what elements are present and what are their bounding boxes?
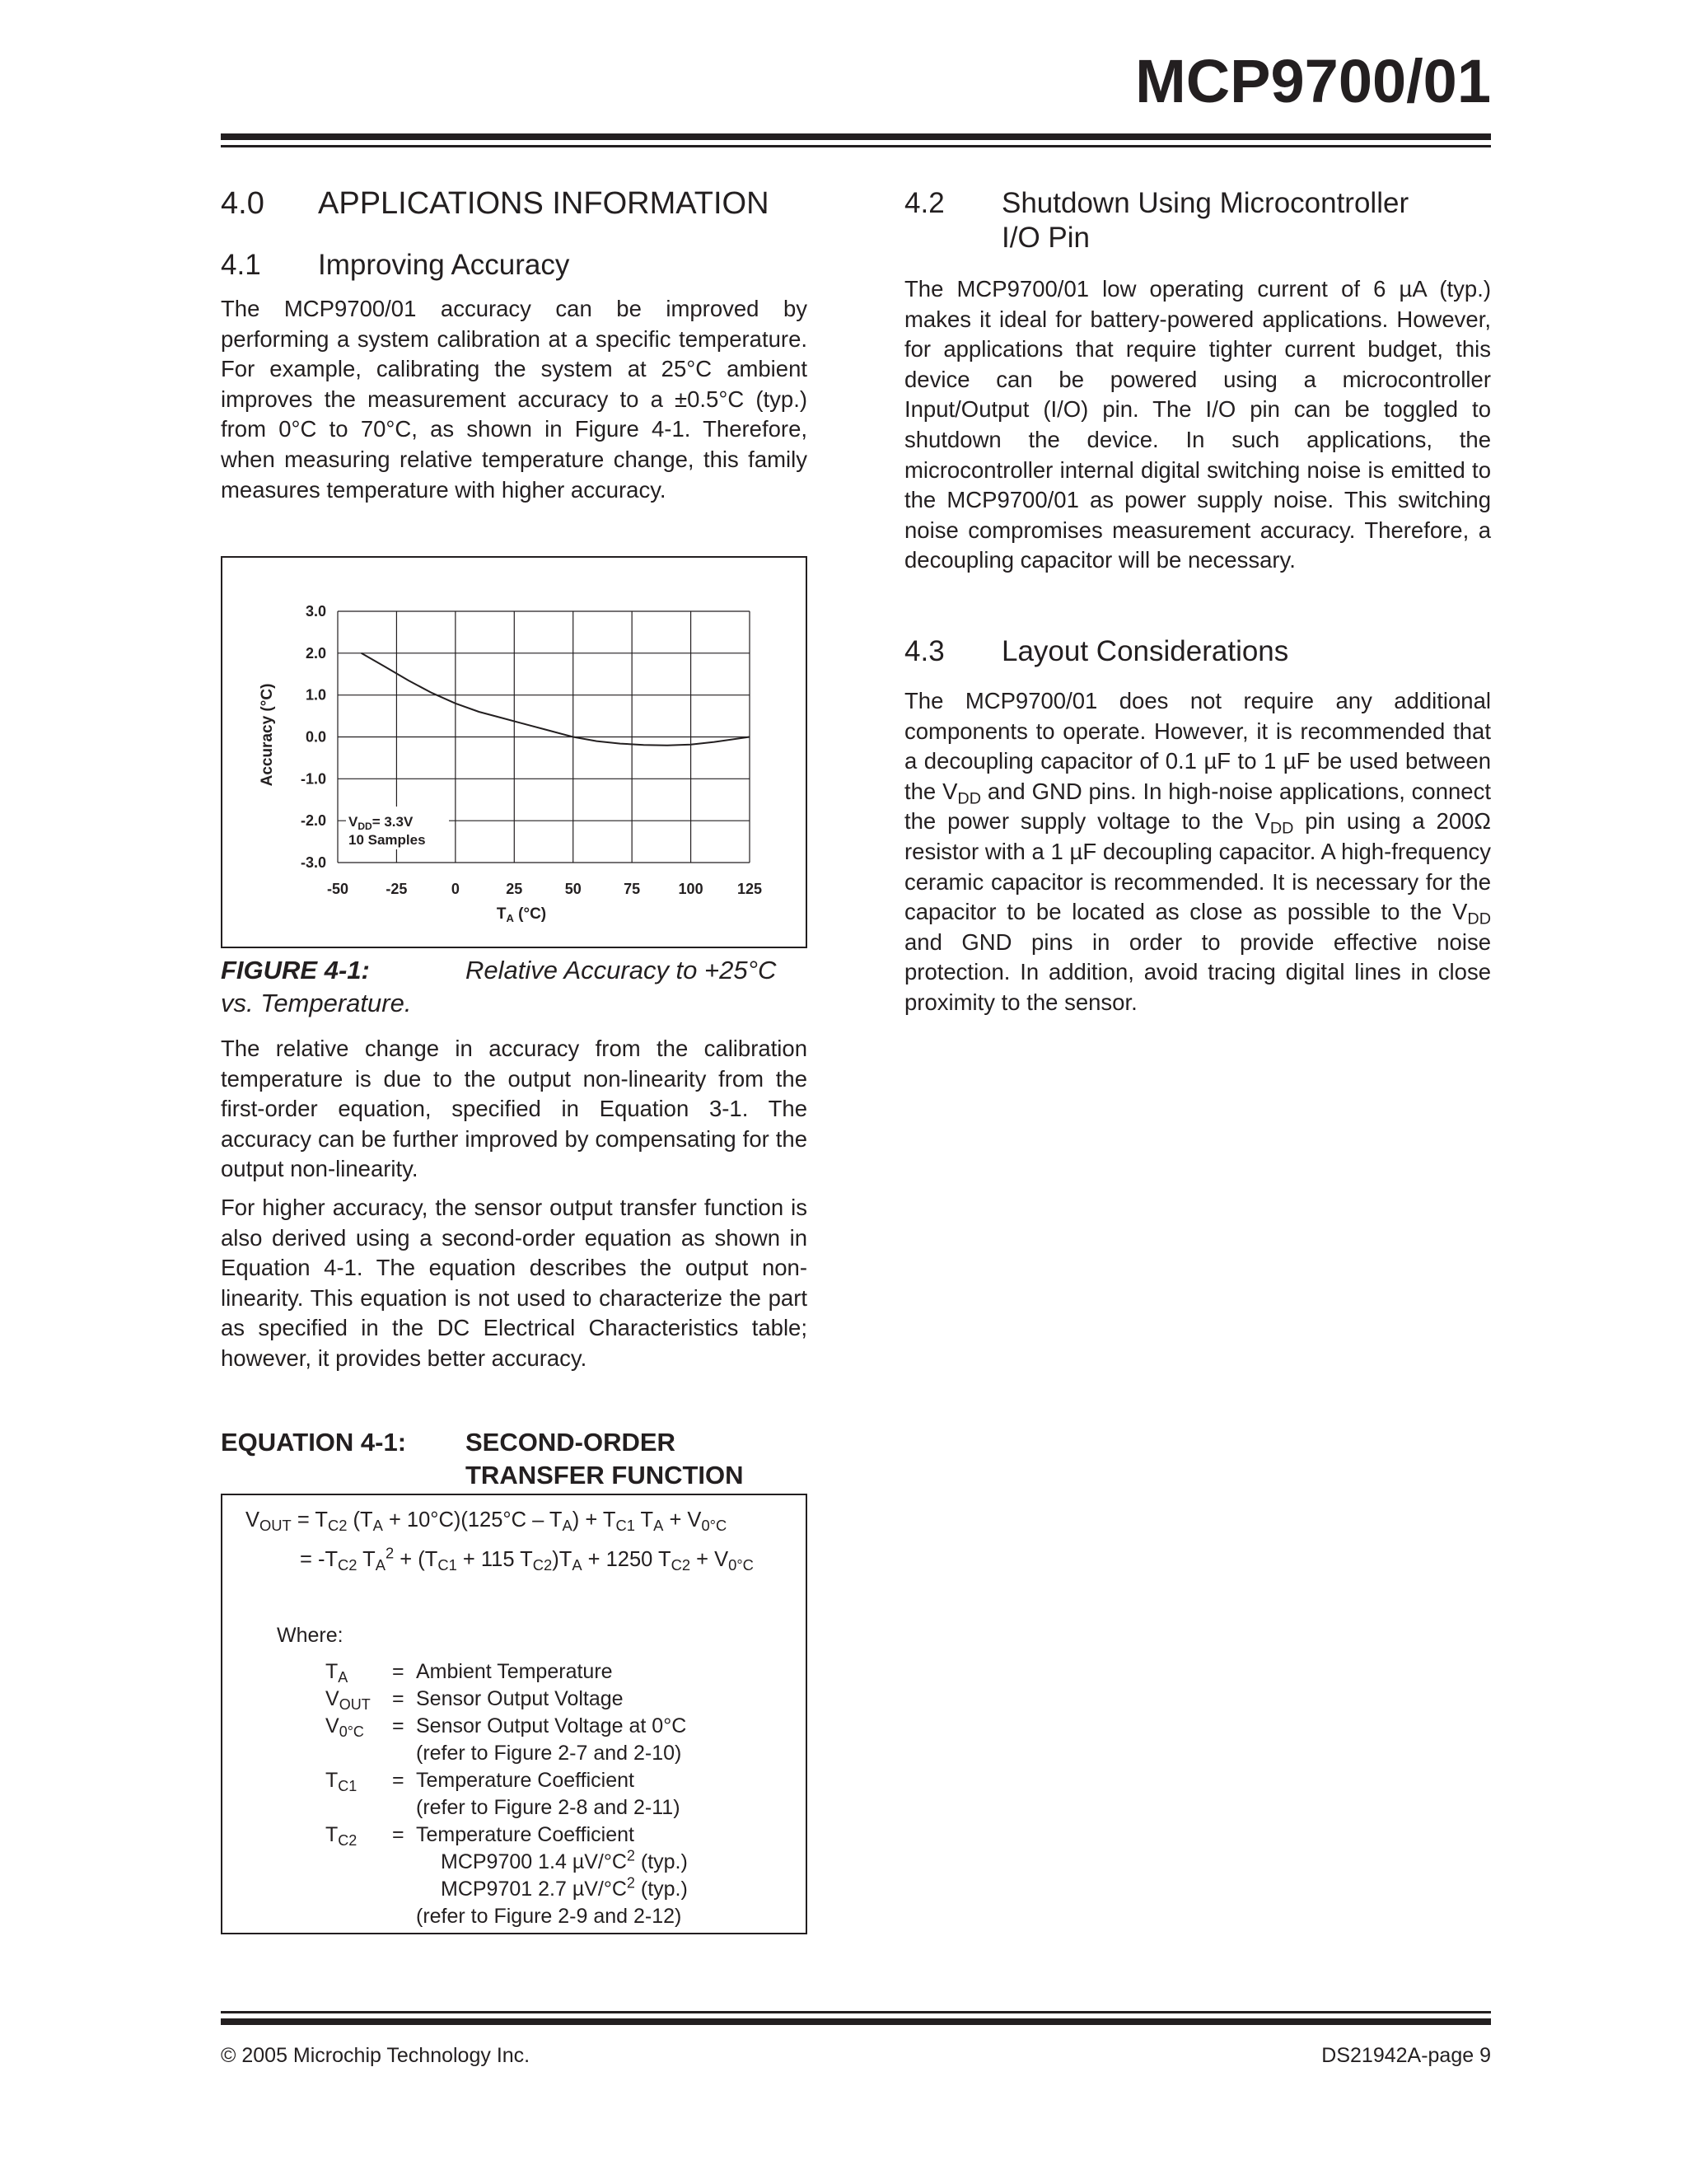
equation-4-1-caption [221, 1426, 807, 1492]
accuracy-chart [222, 558, 806, 947]
def-symbol-tc2: $T_{C2}$ [325, 1823, 357, 1850]
y-tick-label-1: 2.0 [305, 644, 326, 662]
chart-x-axis-label: $T_A$ (°C) [496, 905, 547, 924]
equation-title-line-2: TRANSFER FUNCTION [465, 1461, 744, 1490]
x-tick-label-3: 25 [506, 881, 523, 897]
chart-y-axis-label: Accuracy (°C) [259, 683, 276, 787]
equation-4-1-box [221, 1494, 807, 1934]
paragraph-4-1-nonlinearity: The relative change in accuracy from the calibration temperature is due to the output non-linearity from the first-order equation, specified in Equation 3-1. The accuracy can be further improved by compensating for the output non-linearity. [221, 1036, 807, 1182]
paragraph-4-1-second-order: For higher accuracy, the sensor output transfer function is also derived using a second-order equation as shown in Equation 4-1. The equation describes the output non-linearity. This equation is not used to characterize the part as specified in the DC Electrical Characteristics table; however, it provides better accuracy. [221, 1195, 807, 1371]
figure-label: FIGURE 4-1: [221, 956, 370, 984]
section-title: Improving Accuracy [318, 249, 570, 281]
equation-where-label: Where: [277, 1624, 343, 1647]
y-tick-label-6: -3.0 [300, 854, 326, 871]
chart-tick-labels [301, 603, 762, 897]
equation-line-2: = $-T_{C2}$ $T_A^2 + (T_{C1} + 115$ $T_{C2})T_A + 1250$ $T_{C2} + V_{0^\circ C}$ [300, 1544, 754, 1574]
section-title-line-2: I/O Pin [1002, 222, 1090, 254]
def-text-vout: Sensor Output Voltage [416, 1687, 624, 1710]
def-equals: = [392, 1823, 404, 1846]
footer-rule-thick [221, 2018, 1491, 2025]
equation-line-1: $V_{OUT} = T_{C2}$ $(T_A + 10^\circ C)(125^\circ C - T_A) + T_{C1}$ $T_A + V_{0^\circ C}$ [245, 1508, 727, 1535]
footer-page-number: DS21942A-page 9 [1321, 2044, 1491, 2067]
def-equals: = [392, 1714, 404, 1737]
def-equals: = [392, 1687, 404, 1710]
x-tick-label-5: 75 [624, 881, 641, 897]
def-equals: = [392, 1769, 404, 1792]
section-title: Layout Considerations [1002, 635, 1289, 667]
y-tick-label-5: -2.0 [300, 812, 326, 830]
def-symbol-ta: $T_A$ [325, 1660, 348, 1686]
x-tick-label-7: 125 [736, 881, 763, 897]
def-ref-tc1: (refer to Figure 2-8 and 2-11) [416, 1796, 680, 1819]
section-title: APPLICATIONS INFORMATION [318, 186, 769, 221]
paragraph-4-1-intro: The MCP9700/01 accuracy can be improved by performing a system calibration at a specific temperature. For example, calibrating the system at 25°C ambient improves the measurement accuracy to a ±0.5°C (typ.) from 0°C to 70°C, as shown in Figure 4-1. Therefore, when measuring relative temperature change, this family measures temperature with higher accuracy. [221, 296, 807, 503]
section-4-3-heading [904, 634, 1491, 669]
header-rule-thick [221, 133, 1491, 140]
section-number: 4.3 [904, 635, 945, 667]
figure-title-line-1: Relative Accuracy to +25°C [465, 956, 777, 984]
x-tick-label-0: -50 [326, 881, 349, 897]
y-tick-label-0: 3.0 [305, 603, 326, 620]
chart-series-line-accuracy [362, 653, 750, 746]
y-tick-label-2: 1.0 [305, 686, 326, 704]
header-rule-thin [221, 145, 1491, 147]
def-text-tc2: Temperature Coefficient [416, 1823, 634, 1846]
section-4-0-heading [221, 185, 807, 222]
paragraph-4-3-layout: The MCP9700/01 does not require any additional components to operate. However, it is recommended that a decoupling capacitor of 0.1 µF to 1 µF be used between the $V_{DD}$ and GND pins. In high-noise applications, connect the power supply voltage to the $V_{DD}$ pin using a 200Ω resistor with a 1 µF decoupling capacitor. A high-frequency ceramic capacitor is recommended. It is necessary for the capacitor to be located as close as possible to the $V_{DD}$ and GND pins in order to provide effective noise protection. In addition, avoid tracing digital lines in close proximity to the sensor. [904, 688, 1491, 1015]
x-tick-label-1: -25 [386, 881, 408, 897]
equation-label: EQUATION 4-1: [221, 1428, 407, 1457]
def-symbol-v0c: $V_{0^\circ C}$ [325, 1714, 364, 1741]
y-tick-label-3: 0.0 [305, 728, 326, 746]
def-equals: = [392, 1660, 404, 1683]
def-text-ta: Ambient Temperature [416, 1660, 613, 1683]
x-tick-label-4: 50 [564, 881, 582, 897]
figure-title-line-2: vs. Temperature. [221, 989, 412, 1017]
figure-4-1-caption [221, 954, 807, 1020]
def-ref-tc2: (refer to Figure 2-9 and 2-12) [416, 1905, 682, 1928]
document-title: MCP9700/01 [1135, 47, 1491, 115]
chart-annotation-vdd: $V_{DD}= 3.3V$ [348, 814, 414, 832]
figure-4-1-frame [221, 556, 807, 948]
def-tc2-mcp9700: MCP9700 1.4 $\mu V/^\circ C^2$ (typ.) [441, 1847, 688, 1873]
footer-copyright: © 2005 Microchip Technology Inc. [221, 2044, 530, 2067]
section-number: 4.2 [904, 187, 945, 219]
def-symbol-tc1: $T_{C1}$ [325, 1769, 357, 1795]
def-text-v0c: Sensor Output Voltage at 0°C [416, 1714, 687, 1737]
footer-rule-thin [221, 2011, 1491, 2013]
y-tick-label-4: -1.0 [300, 770, 326, 788]
x-tick-label-6: 100 [678, 881, 703, 897]
chart-annotation-samples: 10 Samples [348, 832, 426, 848]
def-symbol-vout: $V_{OUT}$ [325, 1687, 371, 1714]
def-tc2-mcp9701: MCP9701 2.7 $\mu V/^\circ C^2$ (typ.) [441, 1874, 688, 1901]
def-ref-v0c: (refer to Figure 2-7 and 2-10) [416, 1742, 682, 1765]
paragraph-4-2-shutdown: The MCP9700/01 low operating current of 6 µA (typ.) makes it ideal for battery-powered applications. However, for applications that require tighter current budget, this device can be powered using a microcontroller Input/Output (I/O) pin. The I/O pin can be toggled to shutdown the device. In such applications, the microcontroller internal digital switching noise is emitted to the MCP9700/01 as power supply noise. This switching noise compromises measurement accuracy. Therefore, a decoupling capacitor will be necessary. [904, 276, 1491, 573]
section-4-2-heading [904, 186, 1491, 255]
equation-title-line-1: SECOND-ORDER [465, 1428, 675, 1457]
section-number: 4.0 [221, 186, 264, 221]
section-title-line-1: Shutdown Using Microcontroller [1002, 187, 1409, 219]
x-tick-label-2: 0 [451, 881, 460, 897]
section-number: 4.1 [221, 249, 261, 281]
def-text-tc1: Temperature Coefficient [416, 1769, 634, 1792]
section-4-1-heading [221, 248, 807, 283]
